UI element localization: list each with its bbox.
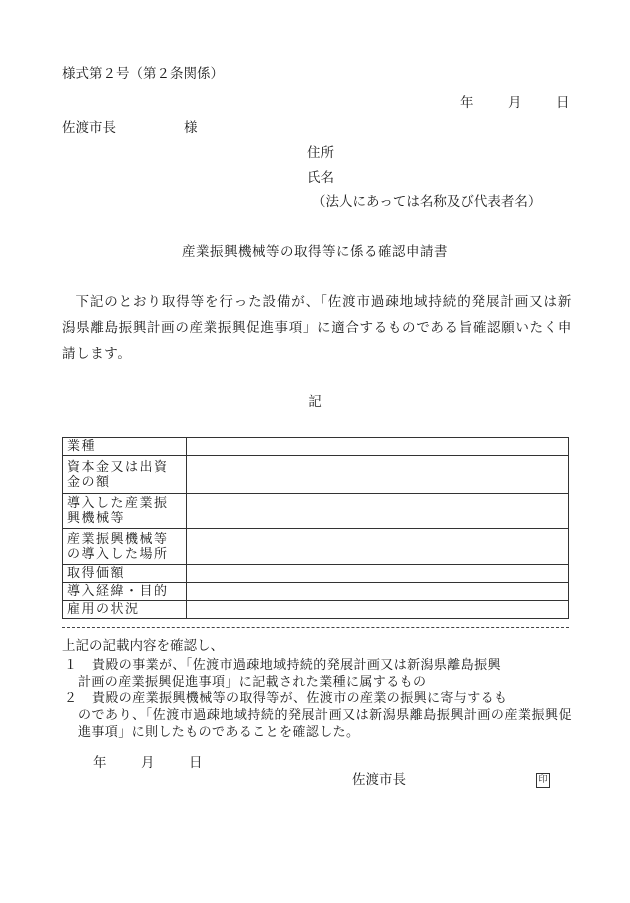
item-text-first: 貴殿の産業振興機械等の取得等が、佐渡市の産業の振興に寄与するも — [92, 691, 508, 706]
date-month-label: 月 — [508, 95, 522, 111]
date-day-label: 日 — [189, 755, 203, 771]
form-number: 様式第２号（第２条関係） — [62, 66, 224, 82]
date-year-label: 年 — [460, 95, 474, 111]
table-row — [63, 565, 569, 583]
item-text-first: 貴殿の事業が、「佐渡市過疎地域持続的発展計画又は新潟県離島振興 — [92, 658, 501, 673]
item-text-rest: 計画の産業振興促進事項」に記載された業種に属するもの — [78, 675, 427, 690]
addressee — [62, 120, 198, 136]
applicant-name-label: 氏名 — [307, 170, 334, 186]
application-date — [430, 97, 570, 113]
date-month-label: 月 — [141, 755, 155, 771]
row-label: 取得価額 — [63, 565, 187, 583]
row-value[interactable] — [187, 565, 569, 583]
table-row — [63, 529, 569, 565]
equipment-info-table — [62, 437, 569, 619]
row-label: 雇用の状況 — [63, 601, 187, 619]
date-year-label: 年 — [93, 755, 107, 771]
item-text-rest: のであり、「佐渡市過疎地域持続的発展計画又は新潟県離島振興計画の産業振興促進事項」に則したものであることを確認した。 — [78, 708, 572, 740]
confirmation-item — [62, 690, 572, 742]
item-text — [78, 690, 572, 741]
row-value[interactable] — [187, 583, 569, 601]
request-body: 下記のとおり取得等を行った設備が、「佐渡市過疎地域持続的発展計画又は新潟県離島振興計画の産業振興促進事項」に適合するものである旨確認願いたく申請します。 — [62, 294, 572, 362]
table-row — [63, 456, 569, 494]
applicant-note: （法人にあっては名称及び代表者名） — [312, 194, 542, 210]
table-row — [63, 601, 569, 619]
confirmation-lead: 上記の記載内容を確認し、 — [62, 638, 224, 654]
date-day-label: 日 — [556, 95, 570, 111]
item-text — [78, 657, 572, 691]
row-label: 資本金又は出資金の額 — [63, 456, 187, 494]
seal-mark: 印 — [536, 773, 550, 788]
applicant-address-label: 住所 — [307, 145, 334, 161]
row-label: 産業振興機械等の導入した場所 — [63, 529, 187, 565]
row-value[interactable] — [187, 601, 569, 619]
item-number: １ — [64, 658, 78, 673]
document-title: 産業振興機械等の取得等に係る確認申請書 — [182, 244, 448, 260]
ki-heading: 記 — [308, 394, 322, 410]
table-row — [63, 494, 569, 529]
cut-line — [62, 627, 569, 628]
row-value[interactable] — [187, 494, 569, 529]
row-value[interactable] — [187, 438, 569, 456]
item-number: ２ — [64, 691, 78, 706]
table-row — [63, 438, 569, 456]
row-value[interactable] — [187, 456, 569, 494]
addressee-name: 佐渡市長 — [62, 120, 116, 136]
mayor-signature-label: 佐渡市長 — [352, 772, 406, 788]
confirmation-item — [62, 657, 572, 691]
table-row — [63, 583, 569, 601]
row-label: 導入経緯・目的 — [63, 583, 187, 601]
confirmation-date — [93, 757, 213, 773]
row-value[interactable] — [187, 529, 569, 565]
row-label: 導入した産業振興機械等 — [63, 494, 187, 529]
addressee-honorific: 様 — [184, 120, 198, 136]
row-label: 業種 — [63, 438, 187, 456]
